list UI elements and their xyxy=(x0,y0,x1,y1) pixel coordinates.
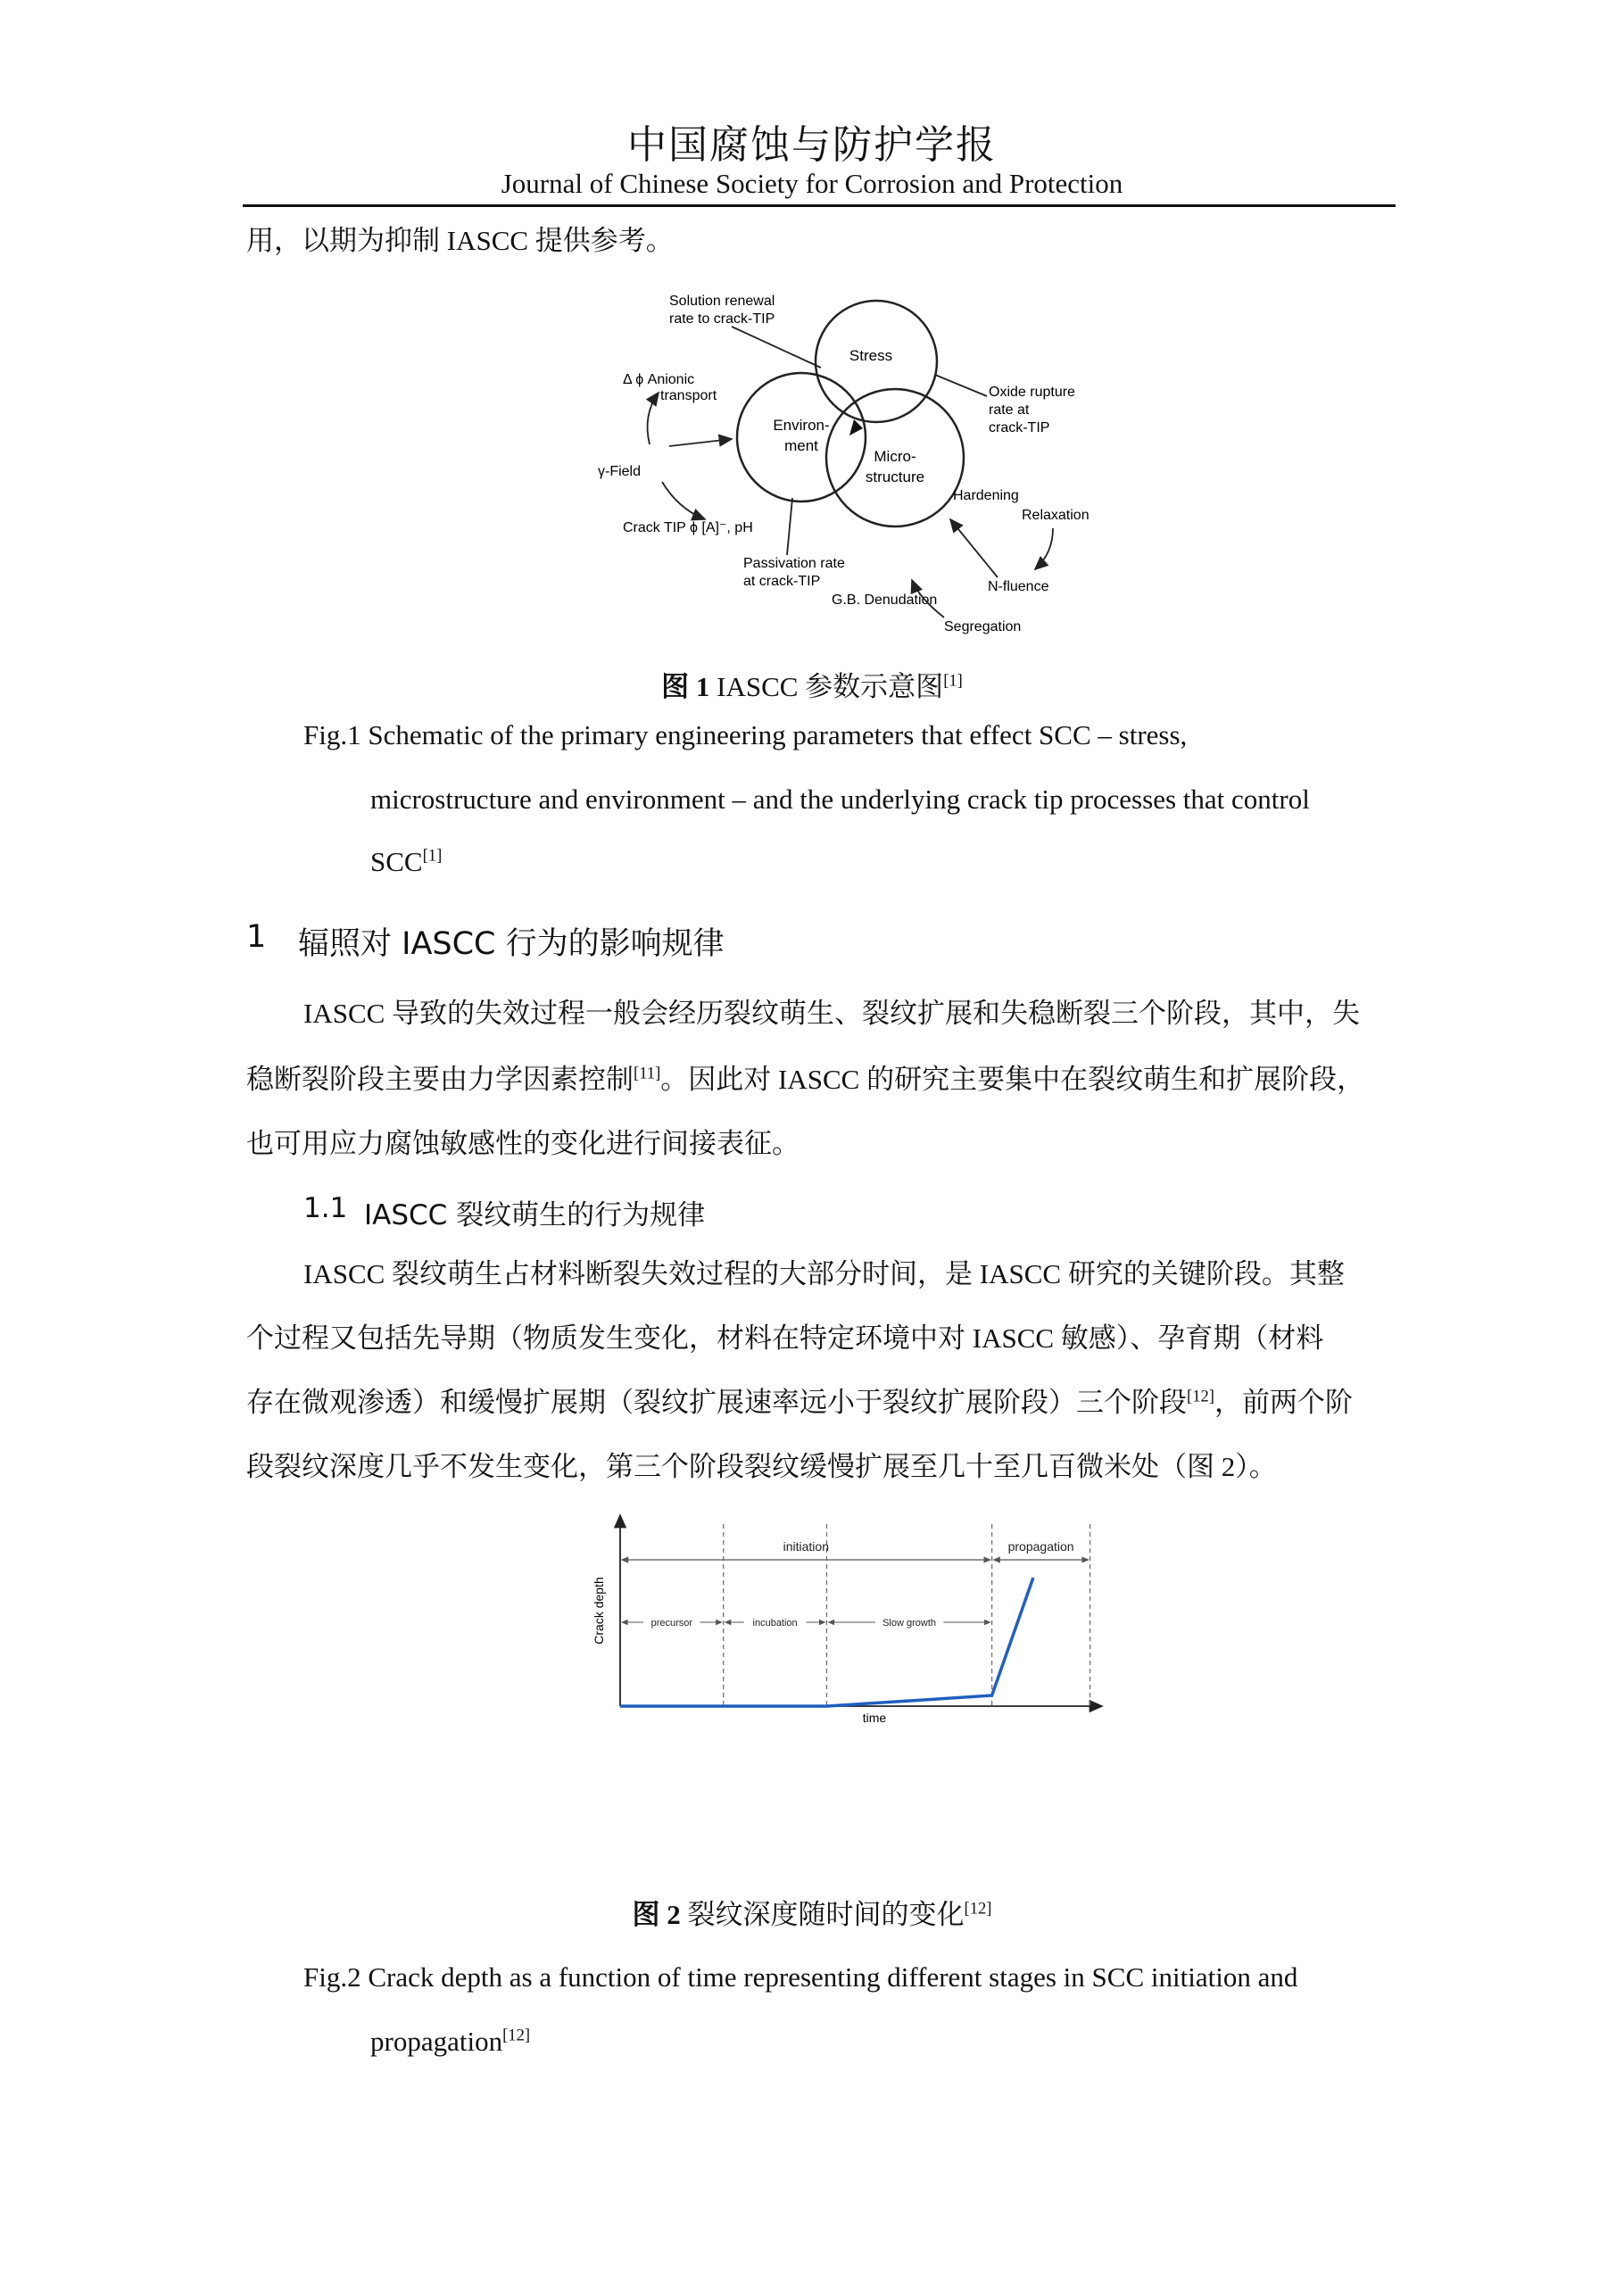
label-passivation-2: at crack-TIP xyxy=(743,574,821,589)
figure-1-caption-en-2: microstructure and environment – and the underlying crack tip processes that control xyxy=(370,783,1310,815)
label-environment-1: Environ- xyxy=(773,417,830,434)
label-gb: G.B. Denudation xyxy=(832,593,938,608)
label-oxide-1: Oxide rupture xyxy=(989,385,1075,400)
anionic-arrow xyxy=(648,393,659,444)
label-anionic-1: Δ ϕ Anionic xyxy=(623,372,695,387)
label-passivation-1: Passivation rate xyxy=(743,556,845,571)
label-anionic-2: transport xyxy=(660,388,717,403)
fig2-en-propagation: propagation xyxy=(370,2026,503,2057)
section-1-para-line-2 xyxy=(246,1062,1364,1098)
label-micro-2: structure xyxy=(865,468,925,485)
line-3a: 存在微观渗透）和缓慢扩展期（裂纹扩展速率远小于裂纹扩展阶段）三个阶段 xyxy=(246,1387,1187,1418)
fig2-en-ref: [12] xyxy=(502,2026,531,2045)
x-axis-label: time xyxy=(862,1711,887,1725)
gamma-arrow xyxy=(662,482,705,519)
section-1-para-line-3: 也可用应力腐蚀敏感性的变化进行间接表征。 xyxy=(246,1128,800,1159)
para-line-2b: 。因此对 IASCC 的研究主要集中在裂纹萌生和扩展阶段， xyxy=(660,1064,1365,1095)
figure-1-caption-en-1: Fig.1 Schematic of the primary engineering parameters that effect SCC – stress, xyxy=(303,719,1188,750)
substage-label-slow-growth: Slow growth xyxy=(882,1618,937,1629)
section-1-number: 1 xyxy=(246,919,267,955)
ref-12: [12] xyxy=(1187,1387,1214,1406)
label-solution-2: rate to crack-TIP xyxy=(669,311,775,327)
label-hardening: Hardening xyxy=(953,488,1019,503)
relaxation-arrow xyxy=(1035,528,1053,569)
para-line-2a: 稳断裂阶段主要由力学因素控制 xyxy=(246,1064,634,1095)
phase-label-initiation: initiation xyxy=(783,1539,830,1554)
label-stress: Stress xyxy=(849,347,893,364)
solution-leader xyxy=(732,327,821,368)
label-micro-1: Micro- xyxy=(874,448,916,465)
journal-title-zh: 中国腐蚀与防护学报 xyxy=(627,123,997,167)
label-relaxation: Relaxation xyxy=(1022,508,1090,523)
line-3b: ，前两个阶 xyxy=(1214,1387,1353,1418)
label-nfluence: N-fluence xyxy=(988,579,1049,594)
subsection-line-4: 段裂纹深度几乎不发生变化，第三个阶段裂纹缓慢扩展至几十至几百微米处（图 2）。 xyxy=(246,1451,1277,1482)
figure-1-caption-zh xyxy=(0,664,1624,704)
para-ref-11: [11] xyxy=(634,1064,661,1083)
substage-label-precursor: precursor xyxy=(650,1618,693,1629)
figure-2-chart xyxy=(580,1508,1115,1740)
section-1-title: 辐照对 IASCC 行为的影响规律 xyxy=(298,926,725,962)
fig2-ref: [12] xyxy=(964,1899,992,1919)
label-environment-2: ment xyxy=(784,437,818,454)
oxide-leader xyxy=(935,375,987,396)
label-oxide-3: crack-TIP xyxy=(989,420,1050,435)
overlap-region xyxy=(849,419,863,435)
subsection-1-1-title: IASCC 裂纹萌生的行为规律 xyxy=(364,1199,706,1231)
phase-label-propagation: propagation xyxy=(1007,1539,1074,1554)
subsection-line-2: 个过程又包括先导期（物质发生变化，材料在特定环境中对 IASCC 敏感）、孕育期（材料 xyxy=(246,1322,1324,1354)
label-oxide-2: rate at xyxy=(989,402,1030,418)
fig2-caption-text: 裂纹深度随时间的变化 xyxy=(680,1899,965,1930)
fig1-en-ref: [1] xyxy=(422,846,443,866)
label-solution-1: Solution renewal xyxy=(669,294,775,309)
header-rule xyxy=(243,204,1396,207)
figure-1-caption-en-3 xyxy=(370,846,442,878)
substage-label-incubation: incubation xyxy=(752,1618,798,1629)
figure-2-caption-zh xyxy=(0,1892,1624,1932)
figure-2-caption-en-2 xyxy=(370,2026,530,2058)
fig1-ref: [1] xyxy=(943,671,963,691)
fig1-en-scc: SCC xyxy=(370,846,423,877)
subsection-line-3 xyxy=(246,1385,1353,1421)
label-gamma: γ-Field xyxy=(598,464,642,479)
journal-title-en: Journal of Chinese Society for Corrosion and Protection xyxy=(501,168,1123,199)
nfluence-arrow xyxy=(950,519,998,577)
figure-2-caption-en-1: Fig.2 Crack depth as a function of time representing different stages in SCC initiation and xyxy=(303,1961,1298,1993)
intro-line: 用，以期为抑制 IASCC 提供参考。 xyxy=(246,225,674,256)
label-cracktip: Crack TIP ϕ [A]⁻, pH xyxy=(623,520,753,535)
subsection-line-1: IASCC 裂纹萌生占材料断裂失效过程的大部分时间，是 IASCC 研究的关键阶段。其整 xyxy=(303,1258,1345,1289)
passivation-leader xyxy=(787,498,792,555)
subsection-1-1-number: 1.1 xyxy=(303,1192,348,1224)
fig1-label: 图 1 xyxy=(661,671,710,702)
label-segregation: Segregation xyxy=(944,619,1022,634)
figure-1-schematic xyxy=(598,286,1106,642)
section-1-para-line-1: IASCC 导致的失效过程一般会经历裂纹萌生、裂纹扩展和失稳断裂三个阶段，其中，失 xyxy=(303,998,1361,1029)
fig2-label: 图 2 xyxy=(632,1899,681,1930)
y-axis-label: Crack depth xyxy=(592,1577,606,1645)
anionic-to-environment xyxy=(669,439,732,446)
fig1-caption-text: IASCC 参数示意图 xyxy=(709,671,944,702)
